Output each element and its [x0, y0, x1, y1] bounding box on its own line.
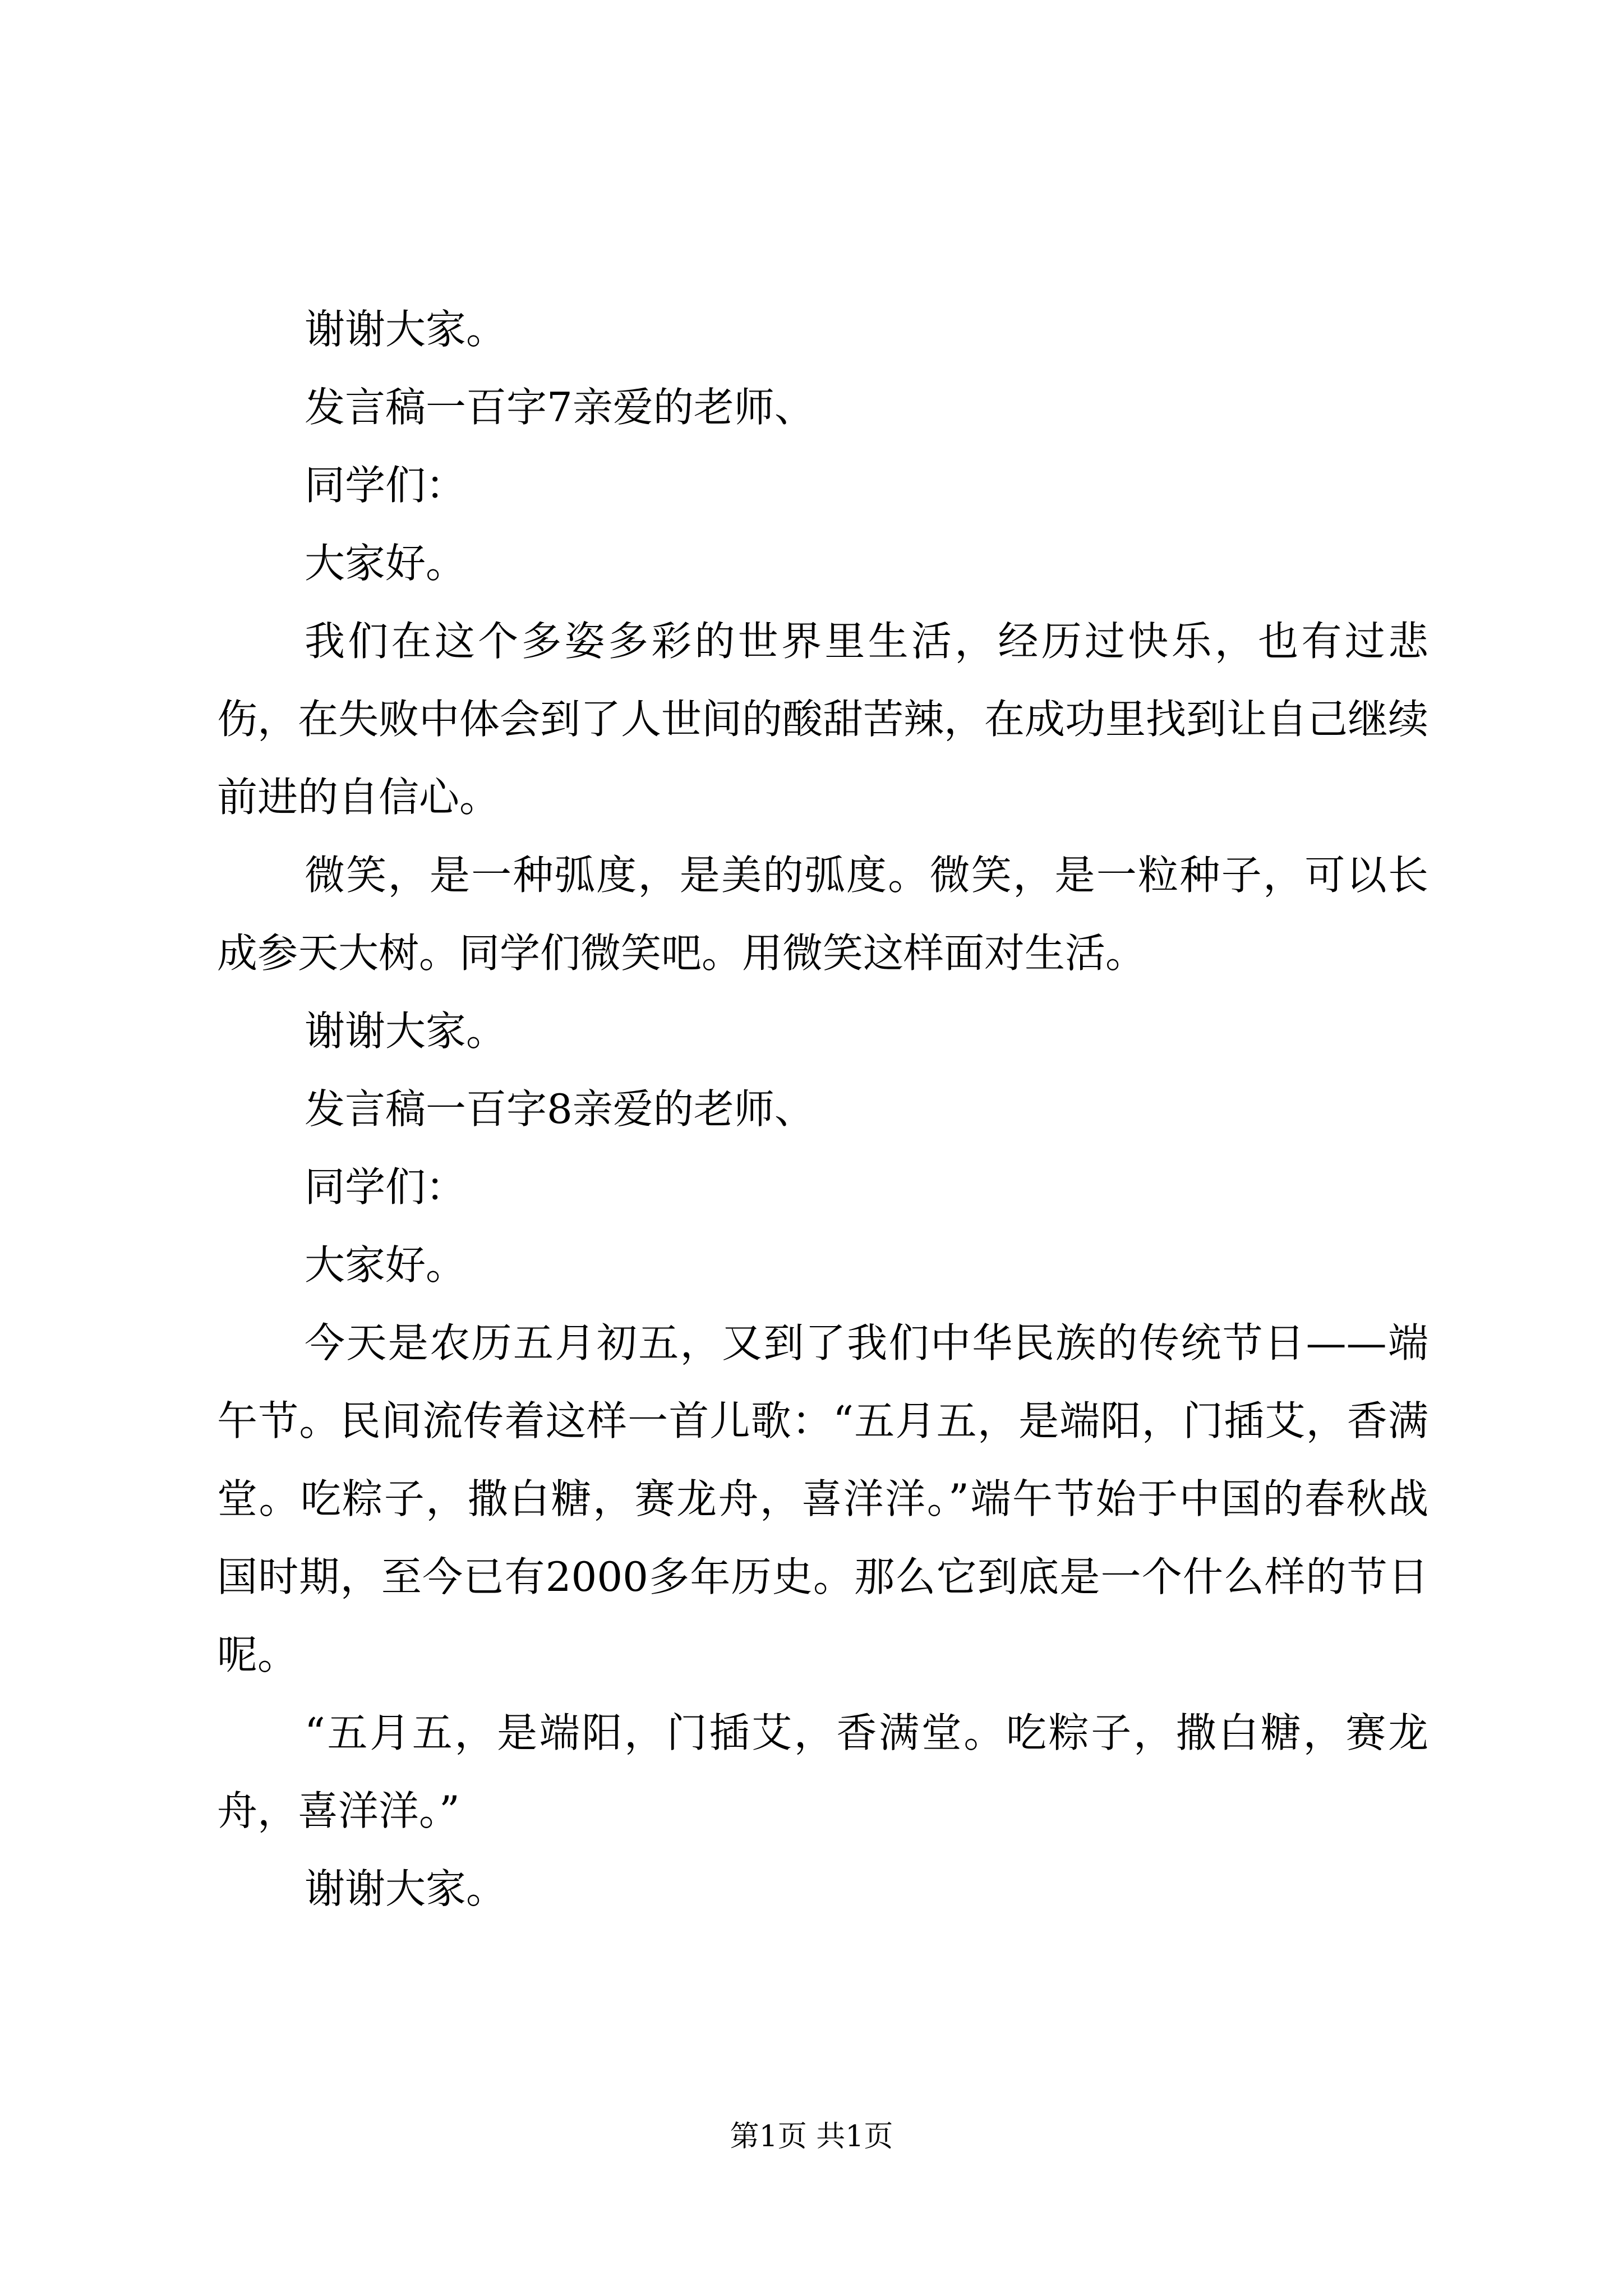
paragraph-greeting: 大家好。	[305, 1241, 467, 1289]
paragraph-thanks: 谢谢大家。	[305, 1007, 507, 1055]
paragraph-speech-8-heading: 发言稿一百字8亲爱的老师、	[305, 1085, 815, 1133]
paragraph-classmates: 同学们：	[305, 462, 467, 509]
paragraph-folk-song: “五月五，是端阳，门插艾，香满堂。吃粽子，撒白糖，赛龙舟，喜洋洋。”	[217, 1709, 1428, 1834]
paragraph-thanks: 谢谢大家。	[305, 1865, 507, 1912]
paragraph-life-experience: 我们在这个多姿多彩的世界里生活，经历过快乐，也有过悲伤，在失败中体会到了人世间的酸甜苦辣，在成功里找到让自己继续前进的自信心。	[217, 618, 1429, 821]
paragraph-thanks: 谢谢大家。	[305, 306, 507, 353]
paragraph-dragon-boat-festival: 今天是农历五月初五，又到了我们中华民族的传统节日——端午节。民间流传着这样一首儿歌：“五月五，是端阳，门插艾，香满堂。吃粽子，撒白糖，赛龙舟，喜洋洋。”端午节始于中国的春秋战国时期，至今已有2000多年历史。那么它到底是一个什么样的节日呢。	[217, 1319, 1428, 1678]
paragraph-smile: 微笑，是一种弧度，是美的弧度。微笑，是一粒种子，可以长成参天大树。同学们微笑吧。用微笑这样面对生活。	[217, 852, 1428, 977]
paragraph-classmates: 同学们：	[305, 1163, 467, 1211]
paragraph-speech-7-heading: 发言稿一百字7亲爱的老师、	[305, 384, 815, 431]
paragraph-greeting: 大家好。	[305, 540, 467, 587]
document-body	[217, 291, 1428, 1928]
page-number-footer: 第1页 共1页	[730, 2120, 893, 2154]
